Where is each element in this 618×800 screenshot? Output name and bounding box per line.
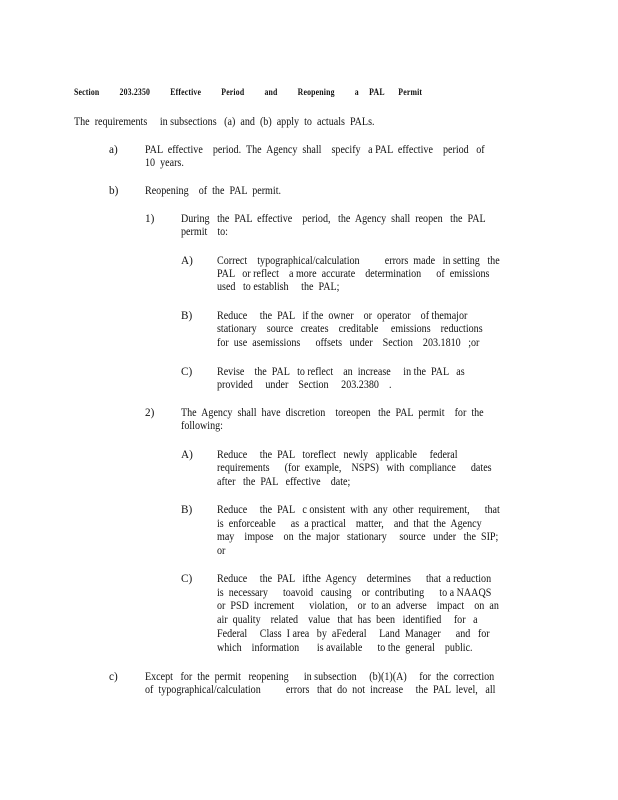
item-b2B-marker: B)	[181, 504, 193, 516]
heading-word: Permit	[398, 88, 423, 98]
item-b-title: Reopening of the PAL permit.	[145, 185, 282, 197]
item-b1-marker: 1)	[145, 213, 155, 225]
item-b1B-marker: B)	[181, 310, 193, 322]
heading-word: Period	[221, 88, 245, 98]
item-b2C-line: Reduce the PAL ifthe Agency determines that a reduction	[217, 573, 492, 585]
heading-word: Effective	[170, 88, 202, 98]
item-b2B-line: or	[217, 545, 226, 557]
intro-text: The requirements in subsections (a) and (b) apply to actuals PALs.	[74, 116, 375, 128]
heading-word: Reopening	[297, 88, 335, 98]
item-b2C-marker: C)	[181, 573, 193, 585]
item-b2C-line: Federal Class I area by aFederal Land Manager and for	[217, 628, 490, 640]
item-b1B-line: for use asemissions offsets under Section 203.1810 ;or	[217, 337, 480, 349]
item-c-line: of typographical/calculation errors that do not increase the PAL level, all	[145, 684, 496, 696]
item-b1B-line: Reduce the PAL if the owner or operator of themajor	[217, 310, 468, 322]
item-b2B-line: Reduce the PAL c onsistent with any other requirement, that	[217, 504, 500, 516]
item-b2-line: The Agency shall have discretion toreopen the PAL permit for the	[181, 407, 484, 419]
item-b2A-line: after the PAL effective date;	[217, 476, 351, 488]
item-b2C-line: is necessary toavoid causing or contributing to a NAAQS	[217, 587, 492, 599]
item-b1A-marker: A)	[181, 255, 193, 267]
item-a-line: 10 years.	[145, 157, 184, 169]
item-b2B-line: is enforceable as a practical matter, and that the Agency	[217, 518, 482, 530]
item-b2A-line: requirements (for example, NSPS) with compliance dates	[217, 462, 492, 474]
item-b1B-line: stationary source creates creditable emissions reductions	[217, 323, 483, 335]
item-b2B-line: may impose on the major stationary source under the SIP;	[217, 531, 499, 543]
item-b2-marker: 2)	[145, 407, 155, 419]
item-c-marker: c)	[109, 671, 118, 683]
heading-word: and	[264, 88, 278, 98]
item-b1C-line: provided under Section 203.2380 .	[217, 379, 392, 391]
item-a-marker: a)	[109, 144, 118, 156]
item-a-line: PAL effective period. The Agency shall specify a PAL effective period of	[145, 144, 485, 156]
item-b1C-marker: C)	[181, 366, 193, 378]
item-b2-line: following:	[181, 420, 223, 432]
item-b2C-line: air quality related value that has been identified for a	[217, 614, 478, 626]
heading-section-number: 203.2350	[119, 88, 151, 98]
item-b2C-line: or PSD increment violation, or to an adverse impact on an	[217, 600, 499, 612]
item-b1A-line: used to establish the PAL;	[217, 281, 340, 293]
heading-word: PAL	[369, 88, 385, 98]
heading-word: a	[354, 88, 359, 98]
item-b1A-line: Correct typographical/calculation errors made in setting the	[217, 255, 500, 267]
item-b-marker: b)	[109, 185, 119, 197]
section-heading	[74, 88, 440, 98]
item-c-line: Except for the permit reopening in subsection (b)(1)(A) for the correction	[145, 671, 495, 683]
item-b2C-line: which information is available to the general public.	[217, 642, 473, 654]
item-b1-line: permit to:	[181, 226, 228, 238]
heading-section-word: Section	[74, 88, 100, 98]
item-b1C-line: Revise the PAL to reflect an increase in the PAL as	[217, 366, 465, 378]
item-b2A-line: Reduce the PAL toreflect newly applicable federal	[217, 449, 458, 461]
item-b2A-marker: A)	[181, 449, 193, 461]
item-b1A-line: PAL or reflect a more accurate determination of emissions	[217, 268, 490, 280]
item-b1-line: During the PAL effective period, the Agency shall reopen the PAL	[181, 213, 486, 225]
